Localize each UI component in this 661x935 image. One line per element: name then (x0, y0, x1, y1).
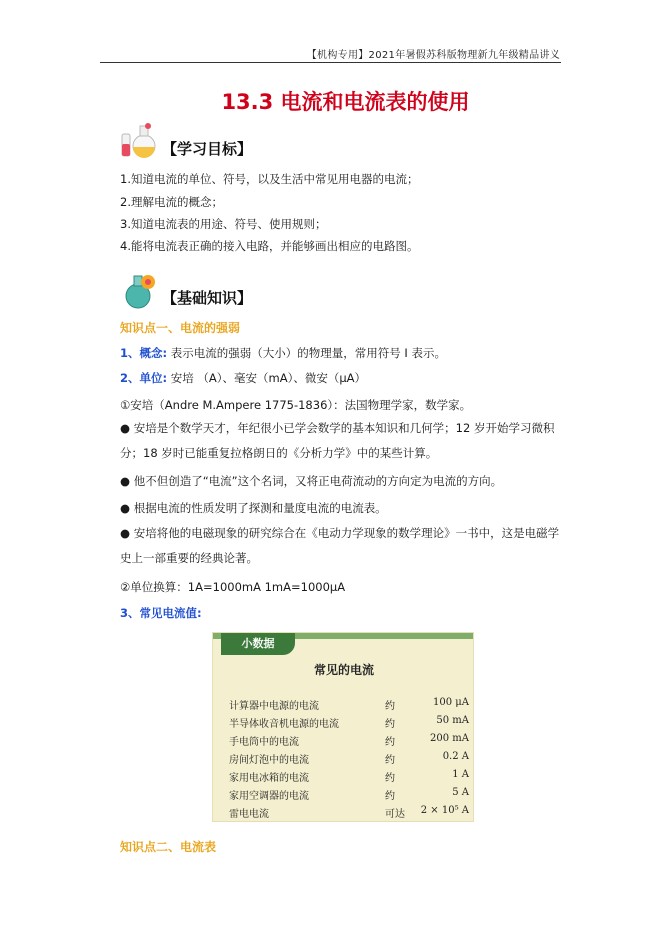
row-approx: 约 (385, 701, 395, 712)
row-name: 家用空调器的电流 (229, 791, 309, 802)
goal-item: 3.知道电流表的用途、符号、使用规则； (120, 217, 327, 231)
common-values-label: 3、常见电流值: (120, 606, 202, 620)
row-value: 100 μA (433, 697, 469, 708)
basics-heading: 【基础知识】 (162, 289, 253, 307)
goals-heading: 【学习目标】 (162, 140, 253, 158)
row-approx: 可达 (385, 809, 405, 820)
unit-conversion: ②单位换算：1A=1000mA 1mA=1000μA (120, 580, 346, 594)
row-value: 200 mA (430, 733, 469, 744)
row-name: 家用电冰箱的电流 (229, 773, 309, 784)
bullet-paragraph: ● 安培将他的电磁现象的研究综合在《电动力学现象的数学理论》一书中，这是电磁学史上一部重要的经典论著。 (120, 526, 560, 565)
ampere-note: ①安培（Andre M.Ampere 1775-1836）：法国物理学家，数学家。 (120, 398, 472, 412)
concept-label: 1、概念: (120, 346, 168, 360)
row-name: 计算器中电源的电流 (229, 701, 319, 712)
lab-flask-icon (118, 120, 158, 160)
row-approx: 约 (385, 737, 395, 748)
row-name: 半导体收音机电源的电流 (229, 719, 339, 730)
row-value: 0.2 A (442, 751, 469, 762)
row-approx: 约 (385, 755, 395, 766)
unit-line (120, 370, 366, 386)
beaker-icon (118, 270, 158, 310)
goal-item: 4.能将电流表正确的接入电路，并能够画出相应的电路图。 (120, 239, 419, 253)
concept-line (120, 345, 446, 361)
row-approx: 约 (385, 719, 395, 730)
concept-text: 表示电流的强弱（大小）的物理量，常用符号 I 表示。 (170, 346, 446, 360)
row-name: 房间灯泡中的电流 (229, 755, 309, 766)
row-value: 1 A (452, 769, 469, 780)
bullet-paragraph: ● 安培是个数学天才，年纪很小已学会数学的基本知识和几何学；12 岁开始学习微积分；18 岁时已能重复拉格朗日的《分析力学》中的某些计算。 (120, 421, 555, 460)
row-value: 5 A (452, 787, 469, 798)
bullet-paragraph: ● 根据电流的性质发明了探测和量度电流的电流表。 (120, 501, 387, 515)
knowledge-point-heading: 知识点一、电流的强弱 (120, 321, 241, 335)
row-approx: 约 (385, 791, 395, 802)
figure-title: 常见的电流 (313, 663, 374, 677)
unit-label: 2、单位: (120, 371, 168, 385)
row-value: 2 × 10⁵ A (420, 805, 469, 816)
row-value: 50 mA (436, 715, 469, 726)
goal-item: 2.理解电流的概念； (120, 195, 223, 209)
knowledge-point-heading: 知识点二、电流表 (120, 840, 217, 854)
header-rule (100, 62, 561, 63)
row-name: 雷电电流 (229, 809, 269, 820)
row-name: 手电筒中的电流 (229, 737, 299, 748)
page-title: 13.3 电流和电流表的使用 (221, 90, 470, 114)
bullet-paragraph: ● 他不但创造了“电流”这个名词，又将正电荷流动的方向定为电流的方向。 (120, 474, 503, 488)
row-approx: 约 (385, 773, 395, 784)
figure-tag: 小数据 (221, 633, 295, 655)
page-header: 【机构专用】2021年暑假苏科版物理新九年级精品讲义 (306, 50, 560, 61)
unit-text: 安培 （A）、毫安（mA）、微安（μA） (170, 371, 367, 385)
goal-item: 1.知道电流的单位、符号，以及生活中常见用电器的电流； (120, 172, 419, 186)
common-currents-figure (212, 632, 474, 822)
